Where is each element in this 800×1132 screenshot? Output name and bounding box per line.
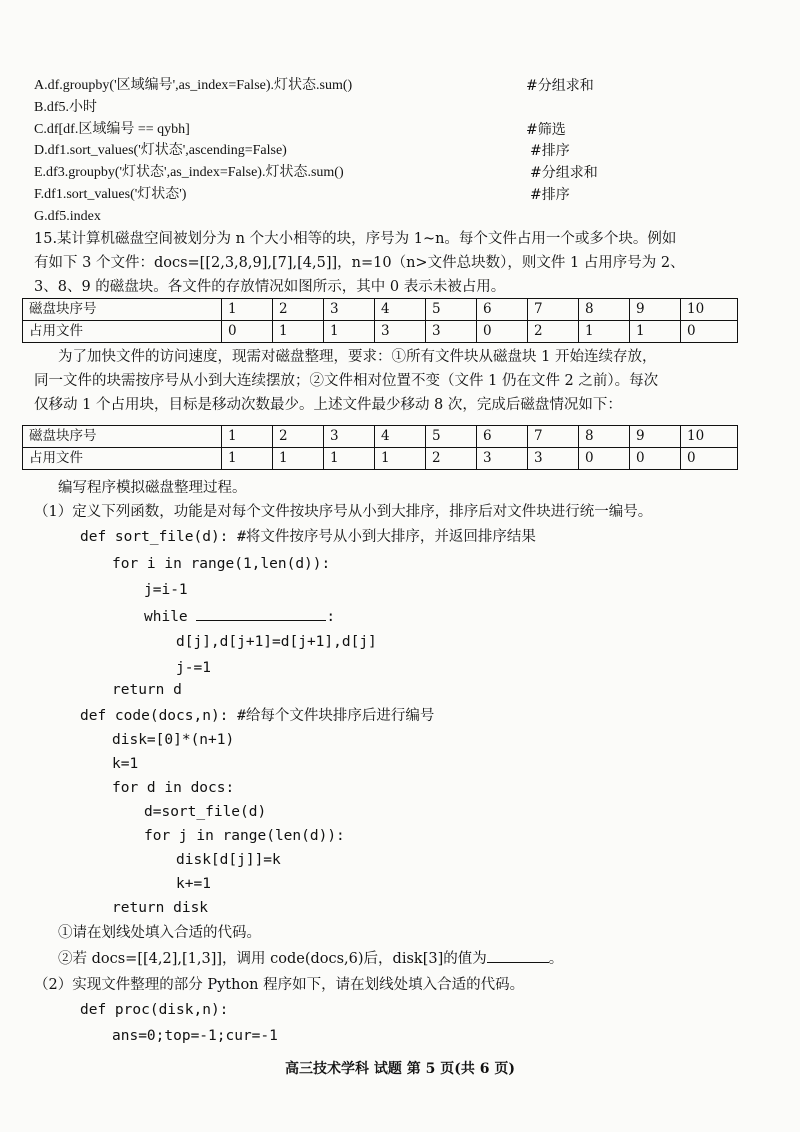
- option-f: F.df1.sort_values('灯状态'): [34, 187, 187, 202]
- q15-intro-line-2: 有如下 3 个文件：docs=[[2,3,8,9],[7],[4,5]]，n=10（n>文件总块数），则文件 1 占用序号为 2、: [34, 255, 685, 271]
- table-cell: 1: [222, 299, 273, 321]
- table-cell: 2: [273, 426, 324, 448]
- option-d: D.df1.sort_values('灯状态',ascending=False): [34, 143, 287, 158]
- code-line: ans=0;top=-1;cur=-1: [112, 1028, 278, 1044]
- row-label-file: 占用文件: [23, 321, 222, 343]
- sub-question-2-text: ②若 docs=[[4,2],[1,3]]，调用 code(docs,6)后，disk[3]的值为: [58, 951, 487, 967]
- code-line-with-blank: [144, 606, 335, 627]
- answer-blank[interactable]: [487, 948, 549, 963]
- code-line: j-=1: [176, 660, 211, 676]
- option-b: B.df5.小时: [34, 100, 97, 115]
- table-cell: 1: [324, 448, 375, 470]
- q15-paragraph-line-1: 为了加快文件的访问速度，现需对磁盘整理，要求：①所有文件块从磁盘块 1 开始连续存放，: [58, 349, 657, 365]
- option-e-comment: #分组求和: [530, 165, 598, 181]
- table-cell: 3: [375, 321, 426, 343]
- table-row: [23, 299, 738, 321]
- table-cell: 2: [528, 321, 579, 343]
- q15-intro-line-1: 15.某计算机磁盘空间被划分为 n 个大小相等的块，序号为 1~n。每个文件占用一个或多个块。例如: [34, 231, 677, 247]
- code-line: for i in range(1,len(d)):: [112, 556, 331, 572]
- sub-question-1: ①请在划线处填入合适的代码。: [58, 925, 261, 941]
- option-g: G.df5.index: [34, 209, 101, 224]
- code-text: :: [326, 609, 336, 625]
- page-footer: 高三技术学科 试题 第 5 页(共 6 页): [285, 1061, 515, 1077]
- table-cell: 3: [528, 448, 579, 470]
- table-cell: 5: [426, 426, 477, 448]
- table-cell: 6: [477, 299, 528, 321]
- code-line: disk[d[j]]=k: [176, 852, 281, 868]
- q15-intro-line-3: 3、8、9 的磁盘块。各文件的存放情况如图所示，其中 0 表示未被占用。: [34, 279, 506, 295]
- code-line: disk=[0]*(n+1): [112, 732, 235, 748]
- table-cell: 10: [681, 299, 738, 321]
- sub-question-2-end: 。: [548, 951, 564, 967]
- table-cell: 1: [222, 426, 273, 448]
- table-row: [23, 321, 738, 343]
- code-line: d=sort_file(d): [144, 804, 267, 820]
- table-cell: 1: [273, 448, 324, 470]
- table-cell: 0: [681, 448, 738, 470]
- table-cell: 1: [375, 448, 426, 470]
- table-cell: 0: [630, 448, 681, 470]
- option-d-comment: #排序: [530, 143, 570, 159]
- table-cell: 8: [579, 426, 630, 448]
- table-cell: 1: [579, 321, 630, 343]
- code-line: for j in range(len(d)):: [144, 828, 345, 844]
- disk-table-before: [22, 298, 738, 343]
- table-cell: 5: [426, 299, 477, 321]
- row-label-block: 磁盘块序号: [23, 426, 222, 448]
- code-line: return d: [112, 682, 182, 698]
- table-cell: 7: [528, 299, 579, 321]
- table-cell: 0: [477, 321, 528, 343]
- option-a-comment: #分组求和: [526, 78, 594, 94]
- table-cell: 1: [324, 321, 375, 343]
- option-f-comment: #排序: [530, 187, 570, 203]
- option-e: E.df3.groupby('灯状态',as_index=False).灯状态.sum(): [34, 165, 344, 180]
- table-cell: 3: [426, 321, 477, 343]
- table-cell: 0: [222, 321, 273, 343]
- q15-paragraph-line-2: 同一文件的块需按序号从小到大连续摆放；②文件相对位置不变（文件 1 仍在文件 2 之前）。每次: [34, 373, 659, 389]
- option-c: C.df[df.区域编号 == qybh]: [34, 122, 190, 137]
- answer-blank[interactable]: [196, 606, 326, 621]
- table-cell: 3: [477, 448, 528, 470]
- code-text: while: [144, 609, 197, 625]
- table-cell: 4: [375, 299, 426, 321]
- q15-part-1-heading: （1）定义下列函数，功能是对每个文件按块序号从小到大排序，排序后对文件块进行统一编号。: [34, 504, 653, 520]
- table-cell: 10: [681, 426, 738, 448]
- code-line: d[j],d[j+1]=d[j+1],d[j]: [176, 634, 377, 650]
- row-label-file: 占用文件: [23, 448, 222, 470]
- sub-question-2: [58, 948, 563, 970]
- code-line: def code(docs,n): #给每个文件块排序后进行编号: [80, 708, 435, 724]
- row-label-block: 磁盘块序号: [23, 299, 222, 321]
- q15-part-2-heading: （2）实现文件整理的部分 Python 程序如下，请在划线处填入合适的代码。: [34, 977, 525, 993]
- code-line: k=1: [112, 756, 139, 772]
- option-a: A.df.groupby('区域编号',as_index=False).灯状态.sum(): [34, 78, 353, 93]
- code-line: k+=1: [176, 876, 211, 892]
- table-cell: 6: [477, 426, 528, 448]
- table-cell: 2: [426, 448, 477, 470]
- table-cell: 9: [630, 299, 681, 321]
- table-cell: 1: [222, 448, 273, 470]
- table-cell: 3: [324, 299, 375, 321]
- table-cell: 1: [630, 321, 681, 343]
- option-c-comment: #筛选: [526, 122, 566, 138]
- table-cell: 2: [273, 299, 324, 321]
- table-row: [23, 448, 738, 470]
- table-cell: 7: [528, 426, 579, 448]
- table-cell: 0: [681, 321, 738, 343]
- q15-paragraph-line-3: 仅移动 1 个占用块，目标是移动次数最少。上述文件最少移动 8 次，完成后磁盘情况如下：: [34, 397, 622, 413]
- table-cell: 4: [375, 426, 426, 448]
- q15-paragraph-line-4: 编写程序模拟磁盘整理过程。: [58, 480, 247, 496]
- table-cell: 9: [630, 426, 681, 448]
- code-line: j=i-1: [144, 582, 188, 598]
- code-line: def proc(disk,n):: [80, 1002, 229, 1018]
- code-line: for d in docs:: [112, 780, 235, 796]
- table-row: [23, 426, 738, 448]
- code-line: def sort_file(d): #将文件按序号从小到大排序，并返回排序结果: [80, 529, 536, 545]
- table-cell: 8: [579, 299, 630, 321]
- table-cell: 1: [273, 321, 324, 343]
- table-cell: 3: [324, 426, 375, 448]
- table-cell: 0: [579, 448, 630, 470]
- disk-table-after: [22, 425, 738, 470]
- code-line: return disk: [112, 900, 209, 916]
